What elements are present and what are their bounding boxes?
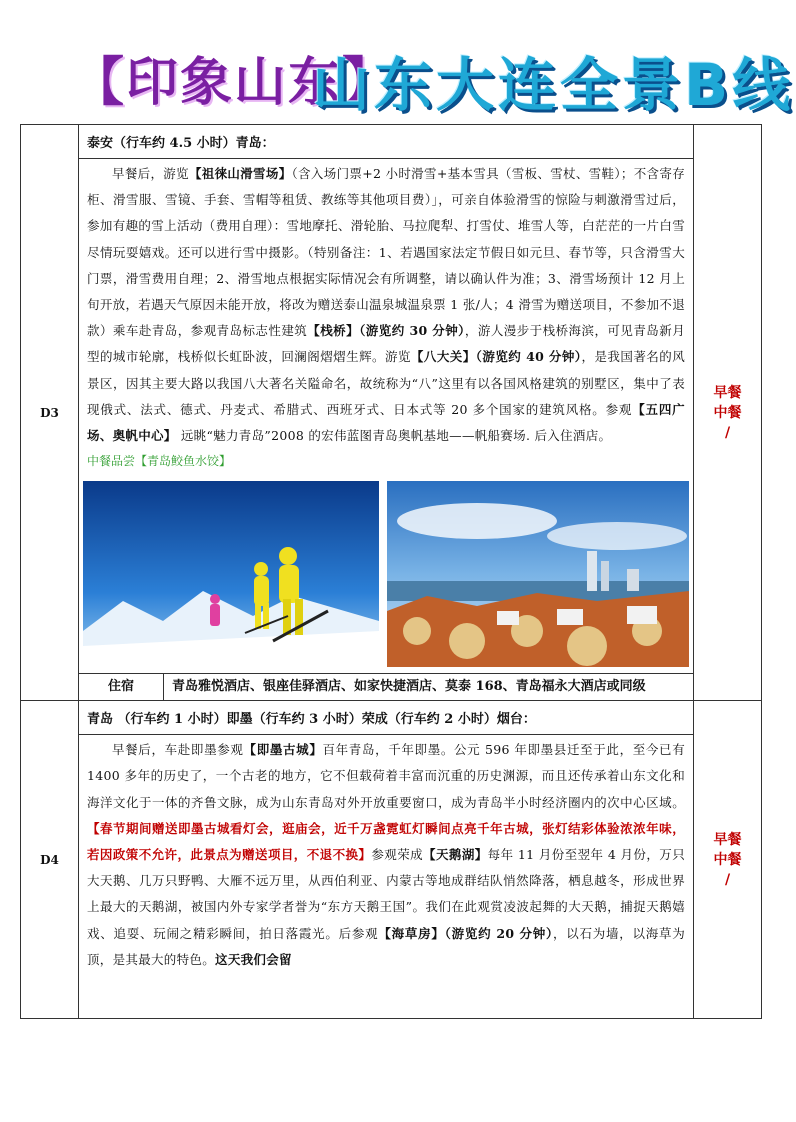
day-heading: 青岛 （行车约 1 小时）即墨（行车约 3 小时）荣成（行车约 2 小时）烟台： [79, 701, 693, 735]
text-run: 【栈桥】（游览约 30 分钟） [307, 323, 465, 339]
text-run: 早餐后，游览 [112, 166, 189, 181]
city-illustration [387, 481, 689, 667]
day-description [79, 159, 693, 449]
day-code: D4 [21, 701, 79, 1019]
day-heading: 泰安（行车约 4.5 小时）青岛： [79, 125, 693, 159]
text-run: ，游人漫步于栈桥海滨，可见青岛新月型的城市轮廓，栈桥似长虹卧波，回澜阁熠熠生辉。游览 [87, 323, 686, 365]
text-run: 早餐后，车赴即墨参观 [112, 742, 244, 758]
meals-text: 早餐 中餐 / [713, 384, 742, 441]
meals-cell [694, 125, 762, 701]
day-row-d4 [21, 701, 762, 1019]
hotel-value: 青岛雅悦酒店、银座佳驿酒店、如家快捷酒店、莫泰 168、青岛福永大酒店或同级 [172, 679, 646, 695]
text-run: 远眺“魅力青岛”2008 的宏伟蓝图青岛奥帆基地——帆船赛场. 后入住酒店。 [176, 428, 612, 444]
text-run: ，是我国著名的风景区，因其主要大路以我国八大著名关隘命名，故统称为“八”这里有以各国风格建筑的别墅区，集中了表现俄式、法式、德式、丹麦式、希腊式、西班牙式、日本式等 20 多个国家的建筑风格。参观 [87, 349, 685, 417]
day-content [79, 125, 694, 701]
lunch-note: 中餐品尝【青岛鲛鱼水饺】 [87, 454, 232, 469]
skiing-photo [83, 481, 379, 667]
skiing-illustration [83, 481, 379, 667]
text-run: 【祖徕山滑雪场】 [188, 166, 292, 181]
meals-text: 早餐 中餐 / [713, 831, 742, 888]
text-run: 【八大关】（游览约 40 分钟） [410, 349, 582, 365]
banner-right-title: 山东大连全景B线 [312, 51, 795, 119]
banner-left-title: 【印象山东】 [72, 53, 397, 113]
text-run: 每年 11 月份至翌年 4 月份，万只大天鹅、几万只野鸭、大雁不远万里，从西伯利亚、内蒙古等地成群结队悄然降落，栖息越冬，形成世界上最大的天鹅湖，被国内外专家学者誉为“东方天鹅王国”。我们在此观赏凌波起舞的大天鹅，捕捉天鹅嬉戏、追耍、玩闹之精彩瞬间，拍日落霞光。后参观 [87, 847, 685, 941]
day-code: D3 [21, 125, 79, 701]
hotel-label: 住宿 [79, 674, 164, 700]
text-run: 【海草房】（游览约 20 分钟） [378, 925, 553, 941]
qingdao-city-photo [387, 481, 689, 667]
page-banner [0, 0, 796, 122]
text-run: 【五四广场、奥帆中心】 [87, 401, 685, 444]
day-content [79, 701, 694, 1019]
text-run: ，以石为墙，以海草为顶，是其最大的特色。 [87, 925, 685, 967]
meals-cell [694, 701, 762, 1019]
text-run: 【天鹅湖】 [423, 847, 488, 863]
hotel-row [79, 673, 693, 700]
photo-strip [83, 481, 689, 667]
text-run: 这天我们会留 [215, 951, 292, 967]
text-run: （含入场门票+2 小时滑雪+基本雪具（雪板、雪杖、雪鞋）；不含寄存柜、滑雪服、雪镜、手套、雪帽等租赁、教练等其他项目费）」，可亲自体验滑雪的惊险与刺激滑雪过后，参加有趣的雪上活动（费用自理）：雪地摩托、滑轮胎、马拉爬犁、打雪仗、堆雪人等，白茫茫的一片白雪尽情玩耍嬉戏。还可以进行雪中摄影。（特别备注：1、若遇国家法定节假日如元旦、春节等，只含滑雪大门票，滑雪费用自理；2、滑雪地点根据实际情况会有所调整，请以确认件为准；3、滑雪场预计 12 月上旬开放，若遇天气原因未能开放，将改为赠送泰山温泉城温泉票 1 张/人；4 滑雪为赠送项目，不参加不退款）乘车赴青岛，参观青岛标志性建筑 [87, 166, 685, 339]
day-description [79, 735, 693, 1018]
text-run: 百年青岛，千年即墨。公元 596 年即墨县迁至于此，至今已有1400 多年的历史了，一个古老的地方，它不但载荷着丰富而沉重的历史渊源，而且还传承着山东文化和海洋文化于一体的齐鲁文脉，成为山东青岛对外开放重要窗口，成为青岛半小时经济圈内的次中心区域。 [87, 742, 685, 810]
day-row-d3 [21, 125, 762, 701]
text-run: 【即墨古城】 [243, 742, 323, 758]
text-run: 参观荣成 [371, 847, 424, 863]
highlight-text: 【春节期间赠送即墨古城看灯会，逛庙会，近千万盏霓虹灯瞬间点亮千年古城，张灯结彩体验浓浓年味，若因政策不允许，此景点为赠送项目，不退不换】 [87, 820, 685, 863]
itinerary-table [20, 124, 762, 1019]
